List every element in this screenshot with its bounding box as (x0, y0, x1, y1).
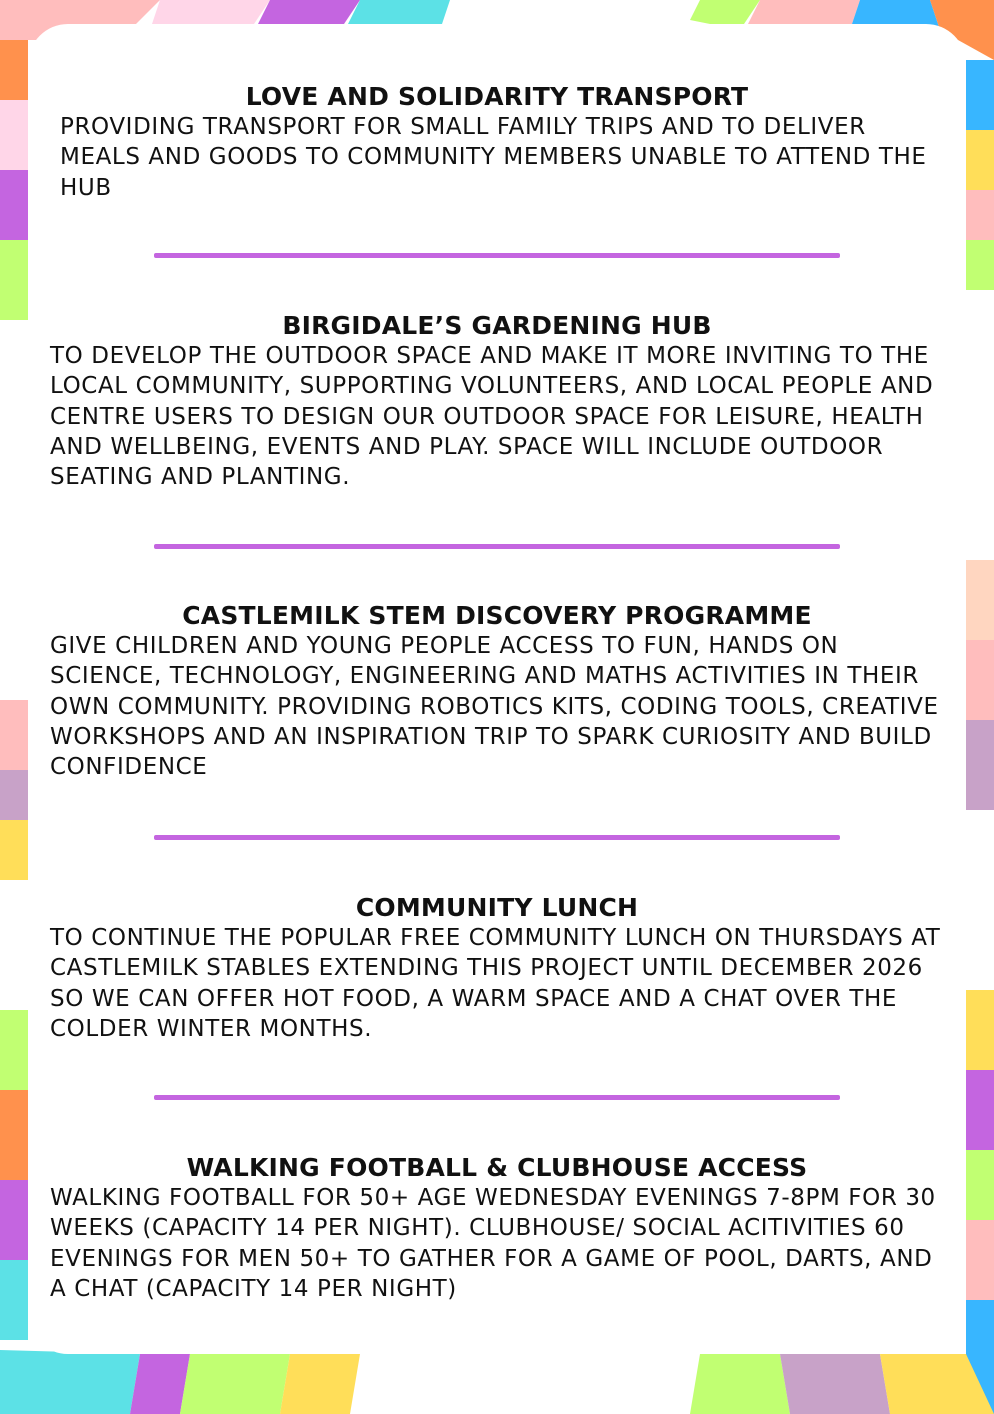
section-body: TO CONTINUE THE POPULAR FREE COMMUNITY LUNCH ON THURSDAYS AT CASTLEMILK STABLES EXTENDING THIS PROJECT UNTIL DECEMBER 2026 SO WE CAN OFFER HOT FOOD, A WARM SPACE AND A CHAT OVER THE COLDER WINTER MONTHS. (50, 925, 941, 1042)
section-body: PROVIDING TRANSPORT FOR SMALL FAMILY TRIPS AND TO DELIVER MEALS AND GOODS TO COMMUNITY MEMBERS UNABLE TO ATTEND THE HUB (60, 114, 927, 201)
section-body: TO DEVELOP THE OUTDOOR SPACE AND MAKE IT MORE INVITING TO THE LOCAL COMMUNITY, SUPPORTING VOLUNTEERS, AND LOCAL PEOPLE AND CENTRE USERS TO DESIGN OUR OUTDOOR SPACE FOR LEISURE, HEALTH AND WELLBEING, EVENTS AND PLAY. SPACE WILL INCLUDE OUTDOOR SEATING AND PLANTING. (50, 343, 934, 491)
section-gardening-hub (28, 311, 966, 492)
section-divider (154, 253, 840, 258)
section-divider (154, 1095, 840, 1100)
section-body: GIVE CHILDREN AND YOUNG PEOPLE ACCESS TO FUN, HANDS ON SCIENCE, TECHNOLOGY, ENGINEERING AND MATHS ACTIVITIES IN THEIR OWN COMMUNITY. PROVIDING ROBOTICS KITS, CODING TOOLS, CREATIVE WORKSHOPS AND AN INSPIRATION TRIP TO SPARK CURIOSITY AND BUILD CONFIDENCE (50, 633, 939, 781)
section-title: WALKING FOOTBALL & CLUBHOUSE ACCESS (186, 1153, 808, 1182)
section-divider (154, 544, 840, 549)
right-color-stripes (966, 60, 994, 1414)
section-stem-programme (28, 601, 966, 782)
section-body: WALKING FOOTBALL FOR 50+ AGE WEDNESDAY EVENINGS 7-8PM FOR 30 WEEKS (CAPACITY 14 PER NIGHT). CLUBHOUSE/ SOCIAL ACITIVITIES 60 EVENINGS FOR MEN 50+ TO GATHER FOR A GAME OF POOL, DARTS, AND A CHAT (CAPACITY 14 PER NIGHT) (50, 1185, 936, 1302)
content-card (28, 24, 966, 1354)
section-divider (154, 835, 840, 840)
section-walking-football (28, 1153, 966, 1304)
section-title: CASTLEMILK STEM DISCOVERY PROGRAMME (182, 601, 812, 630)
section-title: COMMUNITY LUNCH (355, 893, 639, 922)
section-title: LOVE AND SOLIDARITY TRANSPORT (245, 82, 749, 111)
section-transport (28, 82, 966, 203)
section-community-lunch (28, 893, 966, 1044)
section-title: BIRGIDALE’S GARDENING HUB (282, 311, 712, 340)
